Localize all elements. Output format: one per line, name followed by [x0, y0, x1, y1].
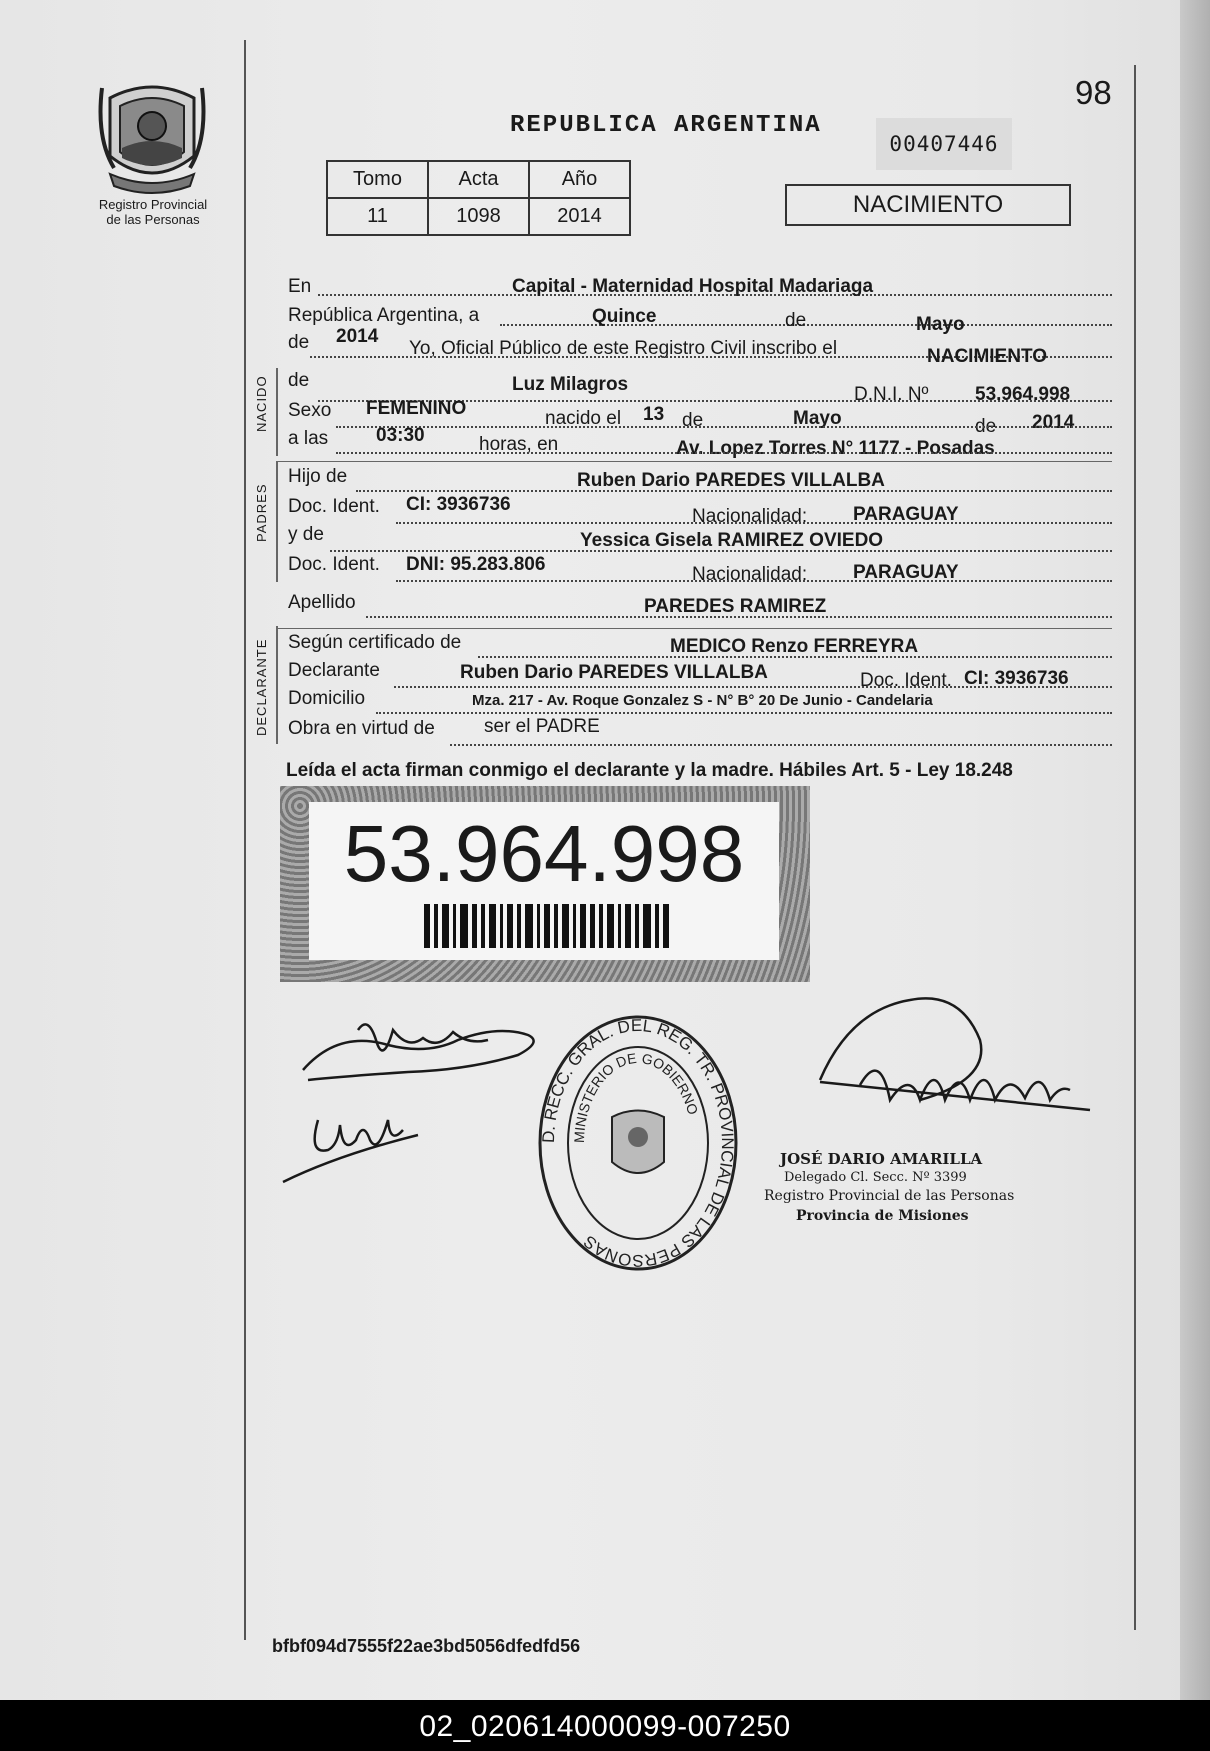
- label-en: En: [288, 276, 312, 297]
- id-stamp-inner: [309, 802, 779, 960]
- dots-lugar: [336, 452, 1112, 454]
- signature-declarante: [298, 1010, 548, 1100]
- value-sexo: FEMENINO: [366, 398, 467, 419]
- official-name: JOSÉ DARIO AMARILLA: [780, 1150, 983, 1168]
- dots-doc-madre: [396, 580, 1112, 582]
- registry-header-tomo: Tomo: [327, 161, 428, 198]
- value-nacionalidad-padre: PARAGUAY: [853, 504, 959, 525]
- dots-padre: [356, 490, 1112, 492]
- seal-inner-text: MINISTERIO DE GOBIERNO: [570, 1049, 702, 1144]
- value-doc-padre: CI: 3936736: [406, 494, 511, 515]
- dots-sexo: [336, 426, 1112, 428]
- value-padre: Ruben Dario PAREDES VILLALBA: [577, 470, 885, 491]
- value-doc-declarante: CI: 3936736: [964, 668, 1069, 689]
- value-domicilio: Mza. 217 - Av. Roque Gonzalez S - N° B° 20 De Junio - Candelaria: [472, 692, 933, 709]
- dots-apellido: [366, 616, 1112, 618]
- value-apellido: PAREDES RAMIREZ: [644, 596, 827, 617]
- official-province: Provincia de Misiones: [796, 1208, 969, 1224]
- label-de-anio: de: [288, 332, 310, 353]
- registry-value-tomo: 11: [327, 198, 428, 235]
- label-obra: Obra en virtud de: [288, 718, 435, 739]
- dots-doc-padre: [396, 522, 1112, 524]
- value-certificado: MEDICO Renzo FERREYRA: [670, 636, 919, 657]
- label-de-nacido-mes: de: [682, 410, 704, 431]
- signature-madre: [278, 1100, 438, 1190]
- label-nacido-el: nacido el: [545, 408, 622, 429]
- registry-header-acta: Acta: [428, 161, 529, 198]
- document-title: REPUBLICA ARGENTINA: [510, 112, 822, 139]
- label-sexo: Sexo: [288, 400, 332, 421]
- legal-statement: Leída el acta firman conmigo el declarante y la madre. Hábiles Art. 5 - Ley 18.248: [286, 760, 1013, 781]
- value-nacionalidad-madre: PARAGUAY: [853, 562, 959, 583]
- label-de-nacido-anio: de: [975, 416, 997, 437]
- dots-madre: [330, 550, 1112, 552]
- value-doc-madre: DNI: 95.283.806: [406, 554, 546, 575]
- value-obra: ser el PADRE: [484, 716, 600, 737]
- section-divider-nacido: [276, 368, 278, 456]
- value-anio: 2014: [336, 326, 379, 347]
- label-horas-en: horas, en: [479, 434, 559, 455]
- section-label-padres: PADRES: [254, 483, 269, 542]
- value-declarante: Ruben Dario PAREDES VILLALBA: [460, 662, 768, 683]
- label-certificado: Según certificado de: [288, 632, 462, 653]
- registry-header-anio: Año: [529, 161, 630, 198]
- value-hora: 03:30: [376, 425, 425, 446]
- page-edge: [1180, 0, 1210, 1700]
- dots-certificado: [478, 656, 1112, 658]
- label-declarante: Declarante: [288, 660, 380, 681]
- value-inscripcion: NACIMIENTO: [927, 346, 1047, 367]
- separator-nacido-padres: [276, 461, 1112, 462]
- record-type-box: NACIMIENTO: [785, 184, 1071, 226]
- label-y-de: y de: [288, 524, 324, 545]
- dots-domicilio: [376, 712, 1112, 714]
- registry-value-anio: 2014: [529, 198, 630, 235]
- logo-caption-line-1: Registro Provincial: [98, 197, 208, 212]
- left-margin-line: [244, 40, 246, 1640]
- value-nacido-mes: Mayo: [793, 408, 842, 429]
- label-doc-padre: Doc. Ident.: [288, 496, 380, 517]
- label-de-mes: de: [785, 310, 807, 331]
- serial-number: 00407446: [876, 118, 1012, 170]
- label-doc-declarante: Doc. Ident.: [860, 670, 952, 691]
- registry-header-row: [327, 161, 630, 198]
- page-number: 98: [1075, 74, 1112, 111]
- right-margin-line: [1134, 65, 1136, 1630]
- signature-official: [740, 990, 1100, 1160]
- document-hash: bfbf094d7555f22ae3bd5056dfedfd56: [272, 1636, 581, 1656]
- official-role: Delegado Cl. Secc. Nº 3399: [784, 1170, 967, 1185]
- value-dni: 53.964.998: [975, 384, 1071, 405]
- value-nacido-anio: 2014: [1032, 412, 1075, 433]
- section-divider-padres: [276, 462, 278, 582]
- label-republica: República Argentina, a: [288, 305, 480, 326]
- value-nacido-dia: 13: [643, 404, 665, 425]
- section-divider-declarante: [276, 626, 278, 744]
- label-domicilio: Domicilio: [288, 688, 366, 709]
- official-seal: [536, 1012, 740, 1274]
- label-hijo-de: Hijo de: [288, 466, 348, 487]
- label-nacionalidad-padre: Nacionalidad:: [692, 506, 808, 527]
- logo-caption-line-2: de las Personas: [106, 212, 200, 227]
- official-org: Registro Provincial de las Personas: [764, 1188, 1015, 1204]
- label-de-nombre: de: [288, 370, 310, 391]
- label-nacionalidad-madre: Nacionalidad:: [692, 564, 808, 585]
- barcode: [424, 904, 669, 948]
- footer-id: 02_020614000099-007250: [419, 1710, 791, 1743]
- logo-caption: [78, 197, 228, 227]
- section-label-declarante: DECLARANTE: [254, 638, 269, 736]
- id-stamp-number: 53.964.998: [343, 809, 745, 898]
- label-apellido: Apellido: [288, 592, 356, 613]
- dots-declarante: [394, 686, 1112, 688]
- value-nombre: Luz Milagros: [512, 374, 629, 395]
- registry-value-row: [327, 198, 630, 235]
- label-dni: D.N.I. Nº: [854, 384, 929, 405]
- label-yo-oficial: Yo, Oficial Público de este Registro Civil inscribo el: [409, 338, 838, 359]
- value-lugar-inscripcion: Capital - Maternidad Hospital Madariaga: [512, 276, 874, 297]
- registry-value-acta: 1098: [428, 198, 529, 235]
- seal-outer-text: D. RECC. GRAL. DEL REG. TR. PROVINCIAL DE LAS PERSONAS: [538, 1015, 738, 1271]
- label-a-las: a las: [288, 428, 329, 449]
- province-logo: [92, 78, 212, 196]
- value-lugar-nacimiento: Av. Lopez Torres N° 1177 - Posadas: [676, 438, 995, 459]
- value-madre: Yessica Gisela RAMIREZ OVIEDO: [580, 530, 884, 551]
- label-doc-madre: Doc. Ident.: [288, 554, 380, 575]
- value-dia: Quince: [592, 306, 657, 327]
- value-mes: Mayo: [916, 314, 965, 335]
- separator-apellido-declarante: [276, 628, 1112, 629]
- registry-table: [326, 160, 631, 236]
- id-security-stamp: [280, 786, 810, 982]
- section-label-nacido: NACIDO: [254, 375, 269, 432]
- dots-obra: [450, 744, 1112, 746]
